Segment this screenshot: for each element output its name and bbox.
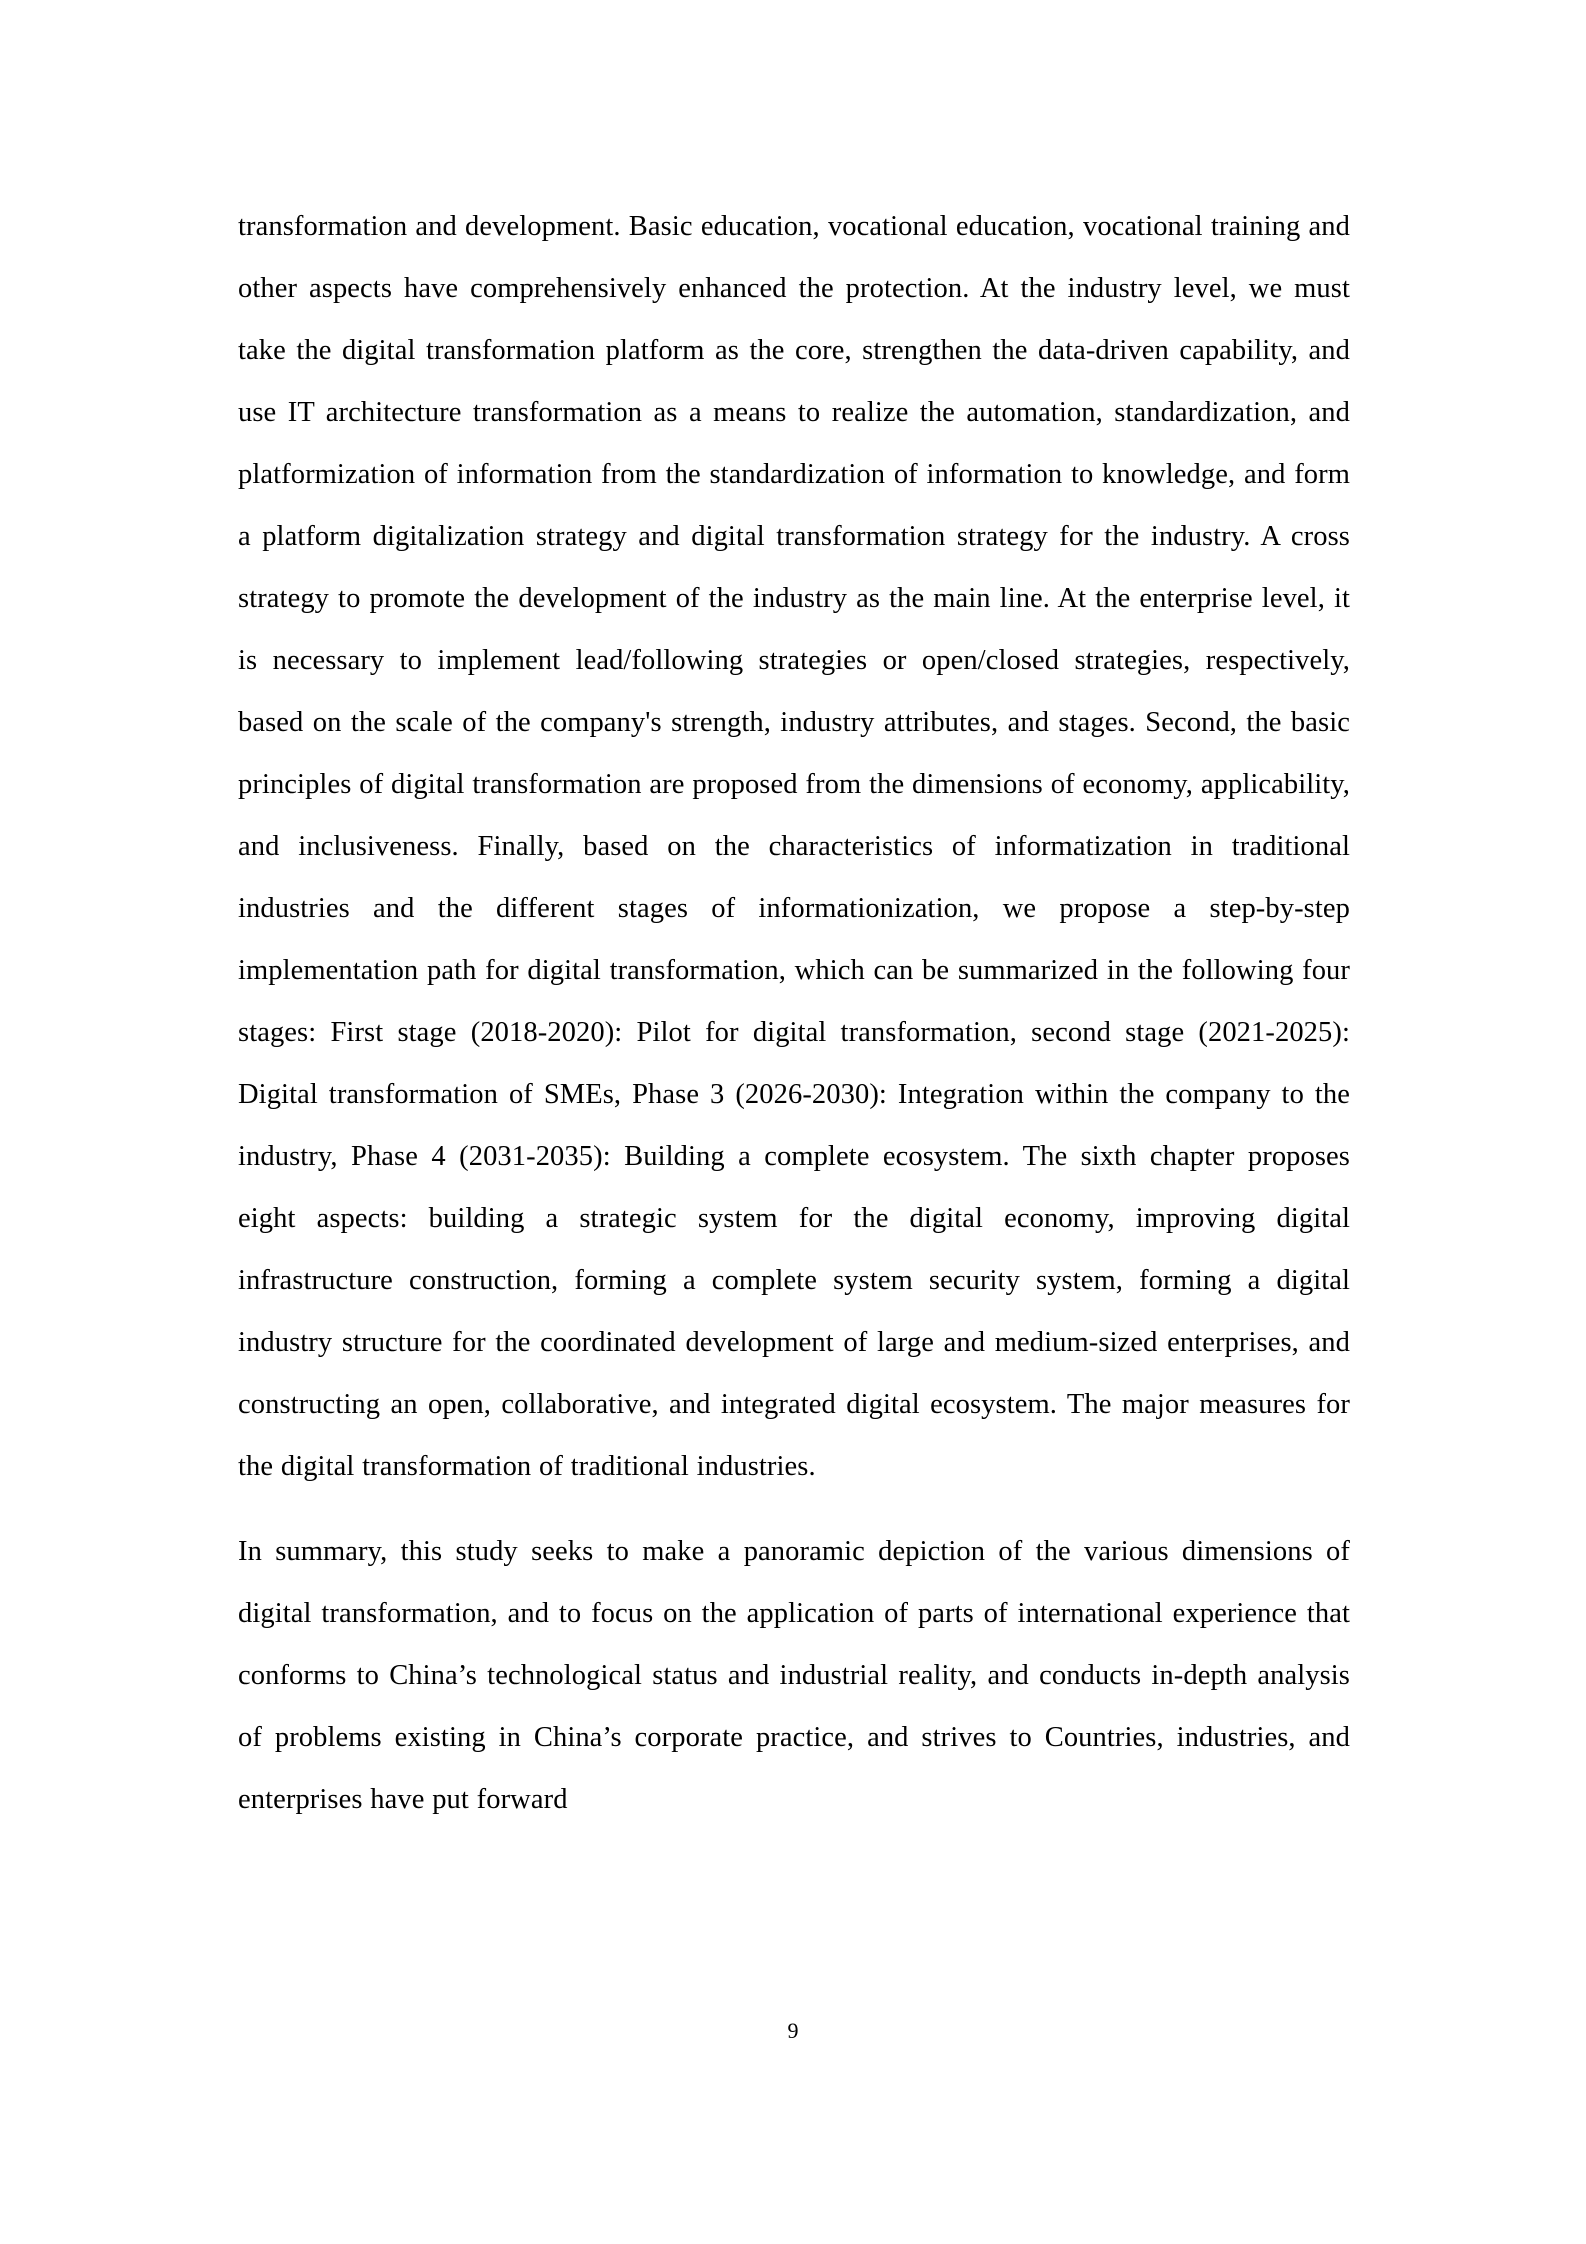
- page-number: 9: [787, 2018, 799, 2043]
- body-paragraph-1: transformation and development. Basic education, vocational education, vocational training and other aspects have comprehensively enhanced the protection. At the industry level, we must take the digital transformation platform as the core, strengthen the data-driven capability, and use IT architecture transformation as a means to realize the automation, standardization, and platformization of information from the standardization of information to knowledge, and form a platform digitalization strategy and digital transformation strategy for the industry. A cross strategy to promote the development of the industry as the main line. At the enterprise level, it is necessary to implement lead/following strategies or open/closed strategies, respectively, based on the scale of the company's strength, industry attributes, and stages. Second, the basic principles of digital transformation are proposed from the dimensions of economy, applicability, and inclusiveness. Finally, based on the characteristics of informatization in traditional industries and the different stages of informationization, we propose a step-by-step implementation path for digital transformation, which can be summarized in the following four stages: First stage (2018-2020): Pilot for digital transformation, second stage (2021-2025): Digital transformation of SMEs, Phase 3 (2026-2030): Integration within the company to the industry, Phase 4 (2031-2035): Building a complete ecosystem. The sixth chapter proposes eight aspects: building a strategic system for the digital economy, improving digital infrastructure construction, forming a complete system security system, forming a digital industry structure for the coordinated development of large and medium-sized enterprises, and constructing an open, collaborative, and integrated digital ecosystem. The major measures for the digital transformation of traditional industries.: [238, 211, 1350, 1482]
- body-text-column: [238, 196, 1350, 1831]
- body-paragraph-2: In summary, this study seeks to make a panoramic depiction of the various dimensions of digital transformation, and to focus on the application of parts of international experience that conforms to China’s technological status and industrial reality, and conducts in-depth analysis of problems existing in China’s corporate practice, and strives to Countries, industries, and enterprises have put forward: [238, 1536, 1350, 1815]
